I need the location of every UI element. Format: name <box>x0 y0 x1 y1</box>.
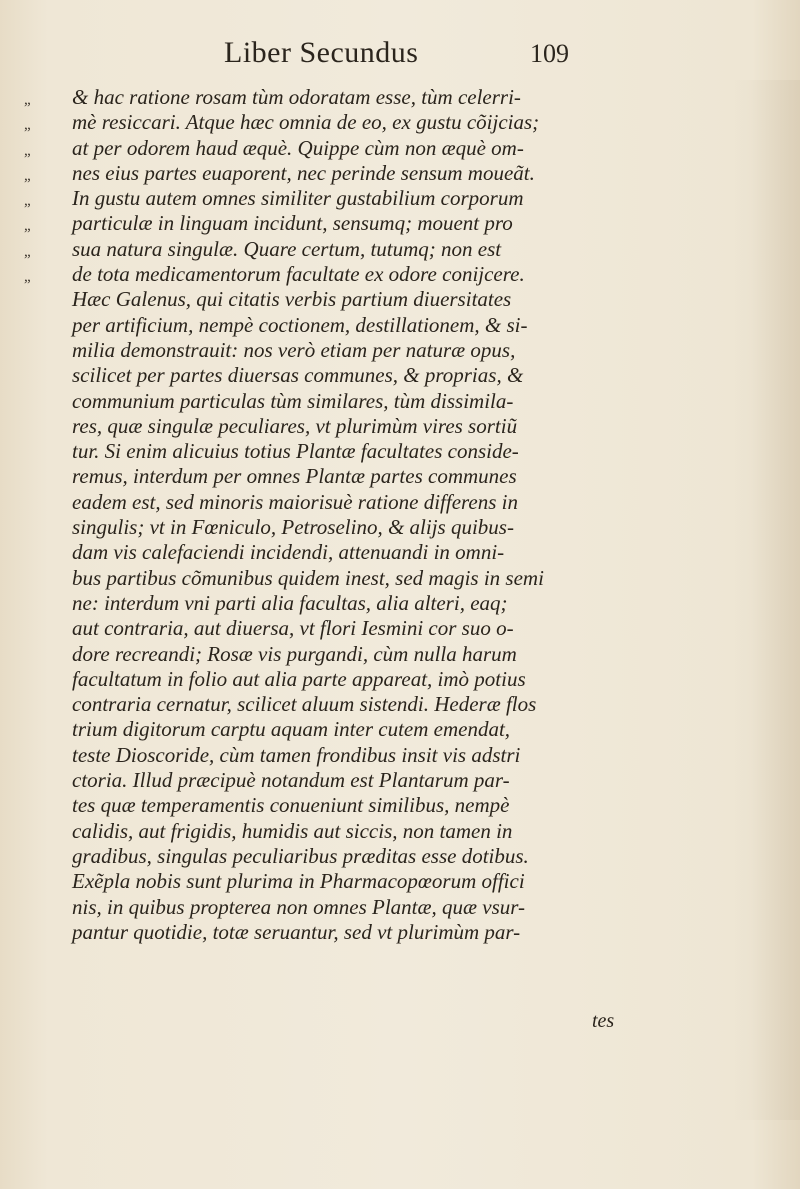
text-line: ctoria. Illud præcipuè notandum est Plantarum par- <box>72 768 510 793</box>
page-bleed-shadow <box>730 80 800 1120</box>
text-line: trium digitorum carptu aquam inter cutem emendat, <box>72 717 511 742</box>
text-line: Hæc Galenus, qui citatis verbis partium diuersitates <box>72 287 512 312</box>
text-line: de tota medicamentorum facultate ex odore conijcere. <box>72 262 525 287</box>
text-line: eadem est, sed minoris maiorisuè ratione differens in <box>72 489 519 514</box>
text-line: teste Dioscoride, cùm tamen frondibus insit vis adstri <box>72 742 521 767</box>
text-line: particulæ in linguam incidunt, sensumq; mouent pro <box>72 211 513 236</box>
text-line: gradibus, singulas peculiaribus præditas esse dotibus. <box>72 843 529 868</box>
text-line: calidis, aut frigidis, humidis aut siccis, non tamen in <box>72 818 513 843</box>
text-line: sua natura singulæ. Quare certum, tutumq; non est <box>72 236 502 261</box>
text-line: tes quæ temperamentis conueniunt similibus, nempè <box>72 793 510 818</box>
text-line: bus partibus cõmunibus quidem inest, sed magis in semi <box>72 565 544 590</box>
text-line: ne: interdum vni parti alia facultas, alia alteri, eaq; <box>72 590 508 615</box>
text-line: contraria cernatur, scilicet aluum sistendi. Hederæ flos <box>72 692 537 717</box>
text-line: dam vis calefaciendi incidendi, attenuandi in omni- <box>72 540 505 565</box>
quote-marker: „ <box>24 117 31 134</box>
text-line: communium particulas tùm similares, tùm dissimila- <box>72 388 514 413</box>
text-line: scilicet per partes diuersas communes, & proprias, & <box>72 363 524 388</box>
quote-marker: „ <box>24 218 31 235</box>
page-number: 109 <box>530 39 569 68</box>
text-line: nes eius partes euaporent, nec perinde sensum moueãt. <box>72 160 535 185</box>
text-line: & hac ratione rosam tùm odoratam esse, tùm celerri- <box>72 85 521 109</box>
text-line: milia demonstrauit: nos verò etiam per naturæ opus, <box>72 337 516 362</box>
text-line: Exẽpla nobis sunt plurima in Pharmacopœorum offici <box>72 869 525 894</box>
text-line: aut contraria, aut diuersa, vt flori Iesmini cor suo o- <box>72 616 514 641</box>
text-line: at per odorem haud æquè. Quippe cùm non æquè om- <box>72 135 524 160</box>
text-line: remus, interdum per omnes Plantæ partes communes <box>72 464 517 489</box>
text-line: per artificium, nempè coctionem, destillationem, & si- <box>72 312 528 337</box>
text-line: nis, in quibus propterea non omnes Plantæ, quæ vsur- <box>72 894 526 919</box>
body-text <box>72 85 632 945</box>
text-line: singulis; vt in Fœniculo, Petroselino, & alijs quibus- <box>72 515 514 540</box>
text-line: tur. Si enim alicuius totius Plantæ facultates conside- <box>72 439 519 464</box>
text-line: dore recreandi; Rosæ vis purgandi, cùm nulla harum <box>72 641 517 666</box>
catchword: tes <box>592 1010 615 1032</box>
quotation-markers <box>24 88 64 290</box>
quote-marker: „ <box>24 142 31 159</box>
text-line: In gustu autem omnes similiter gustabilium corporum <box>72 186 524 211</box>
quote-marker: „ <box>24 92 31 108</box>
running-header <box>0 36 800 86</box>
text-line: res, quæ singulæ peculiares, vt plurimùm vires sortiũ <box>72 413 518 438</box>
text-line: facultatum in folio aut alia parte appareat, imò potius <box>72 666 526 691</box>
running-title: Liber Secundus <box>224 36 419 69</box>
quote-marker: „ <box>24 243 31 260</box>
quote-marker: „ <box>24 269 31 286</box>
quote-marker: „ <box>24 167 31 184</box>
text-line: mè resiccari. Atque hæc omnia de eo, ex gustu cõijcias; <box>72 110 540 135</box>
text-line: pantur quotidie, totæ seruantur, sed vt plurimùm par- <box>72 919 521 944</box>
quote-marker: „ <box>24 193 31 210</box>
